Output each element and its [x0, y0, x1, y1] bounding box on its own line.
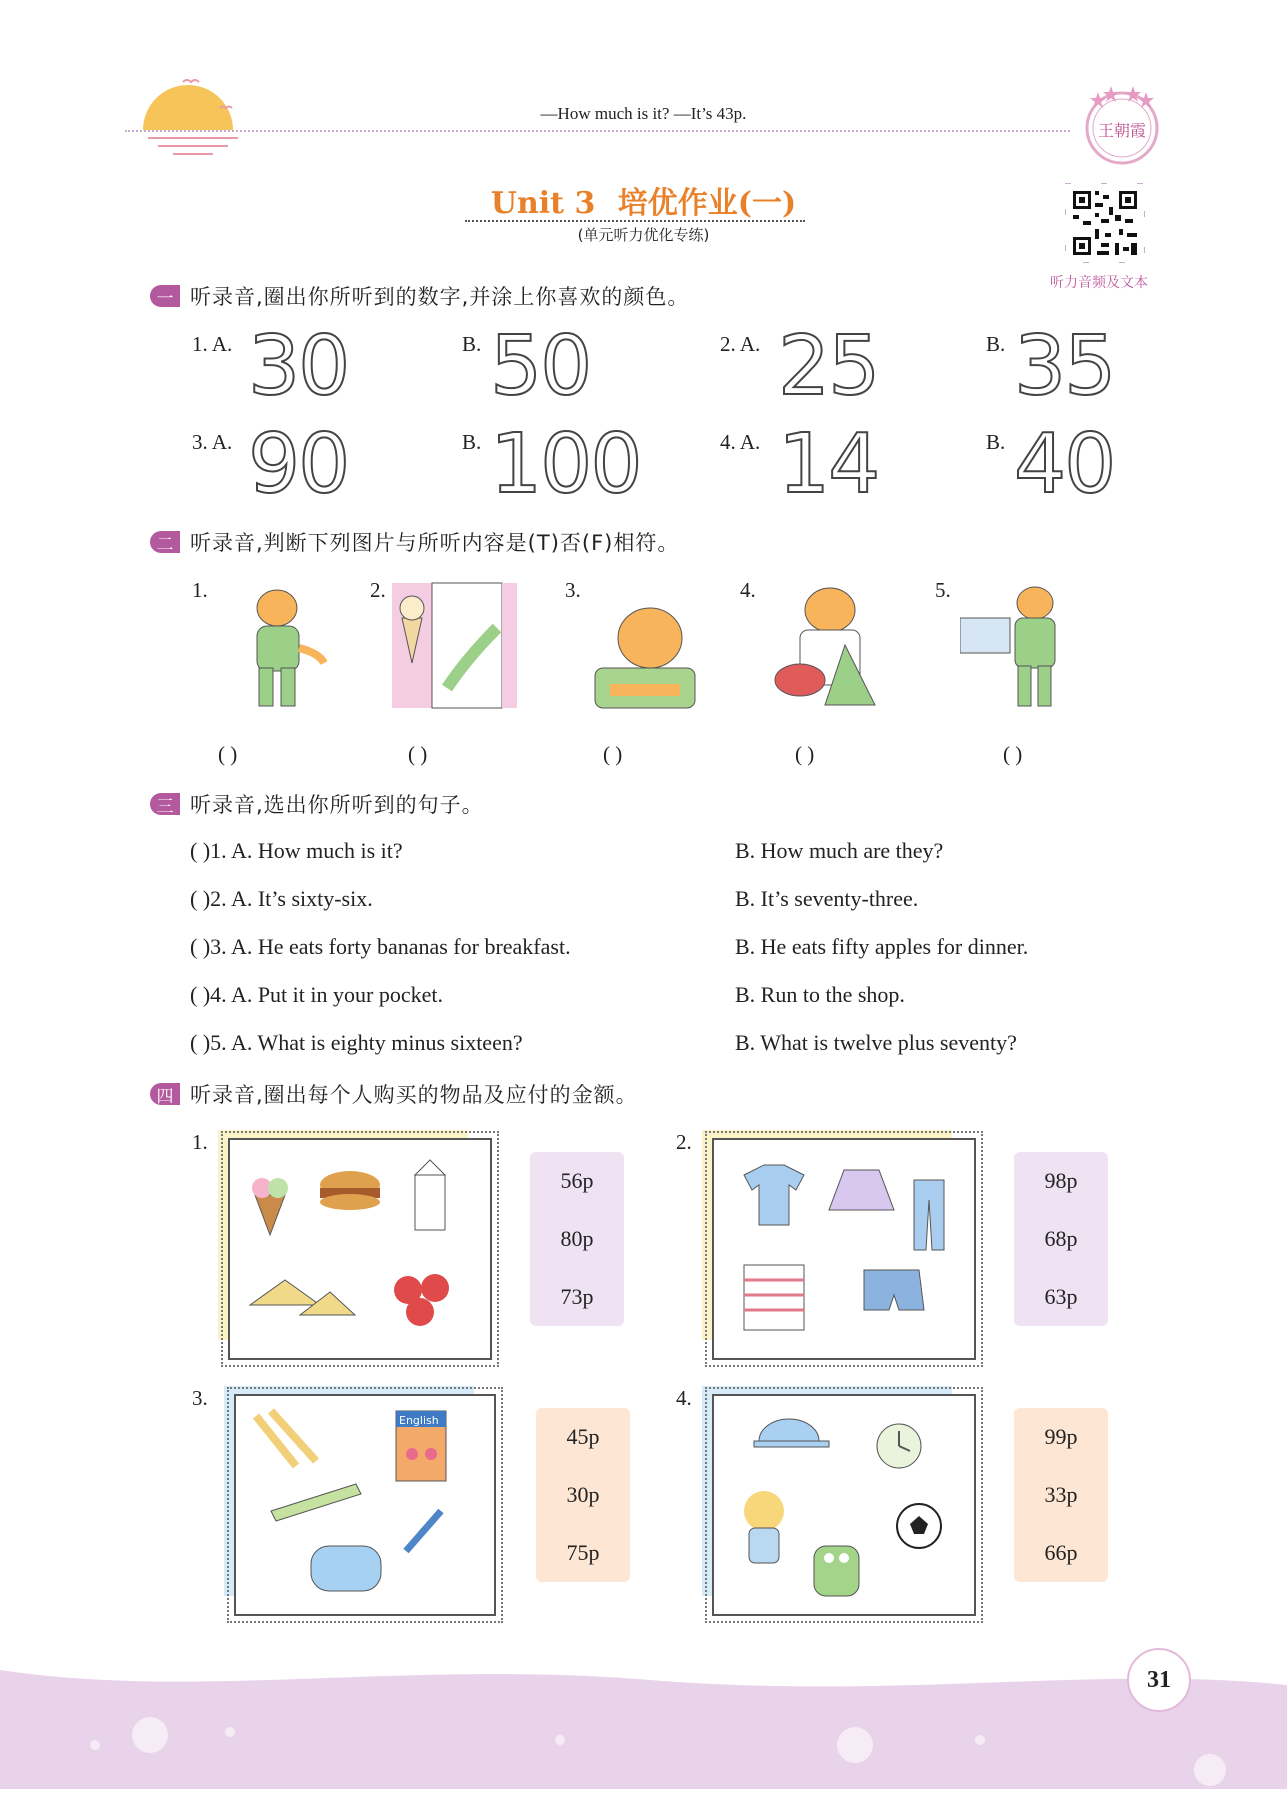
- price-option[interactable]: 80p: [560, 1226, 594, 1251]
- pencils-icon: [256, 1411, 316, 1466]
- s3-option-b[interactable]: B. What is twelve plus seventy?: [735, 1030, 1017, 1055]
- s1-number[interactable]: 25: [778, 319, 879, 414]
- price-option[interactable]: 30p: [566, 1482, 600, 1507]
- unit-label: Unit 3: [490, 186, 596, 221]
- tiger-cooking-picture: [765, 575, 895, 719]
- group3-items-box: [234, 1394, 496, 1616]
- shorts-icon: [864, 1270, 924, 1310]
- footer-wave: [0, 1660, 1287, 1789]
- s1-number[interactable]: 35: [1014, 319, 1115, 414]
- price-option[interactable]: 56p: [560, 1168, 594, 1193]
- pencil-case-icon: [311, 1546, 381, 1591]
- s1-number[interactable]: 14: [778, 417, 879, 512]
- cap-icon: [754, 1419, 829, 1447]
- book-label: English: [399, 1414, 439, 1427]
- ruler-icon: [271, 1484, 361, 1521]
- s1-item-label: 1. A.: [192, 332, 233, 356]
- price-option[interactable]: 98p: [1044, 1168, 1078, 1193]
- s3-option-b[interactable]: B. Run to the shop.: [735, 982, 905, 1007]
- answer-blank[interactable]: ( ): [1003, 742, 1023, 766]
- section2-badge: 二: [150, 531, 180, 553]
- group2-items-box: [712, 1138, 976, 1360]
- header-divider: [125, 130, 1070, 132]
- skirt-icon: [829, 1170, 894, 1210]
- price-option[interactable]: 73p: [560, 1284, 594, 1309]
- tiger-walking-picture: [225, 578, 340, 722]
- qr-label: 听力音频及文本: [1050, 275, 1148, 291]
- s1-item-label: 3. A.: [192, 430, 233, 454]
- ice-cream-door-picture: [392, 578, 522, 722]
- group-number: 2.: [676, 1130, 692, 1154]
- tiger-exercise-picture: [960, 578, 1085, 722]
- brand-logo: [1078, 78, 1166, 170]
- sandwich-icon: [250, 1280, 355, 1315]
- s1-item-label: 2. A.: [720, 332, 761, 356]
- answer-blank[interactable]: ( ): [795, 742, 815, 766]
- section4-instruction: 听录音,圈出每个人购买的物品及应付的金额。: [190, 1083, 638, 1107]
- s1-item-label: B.: [986, 430, 1006, 454]
- header-text: —How much is it? —It’s 43p.: [540, 104, 747, 123]
- apples-icon: [394, 1274, 449, 1326]
- qr-code-icon[interactable]: [1065, 183, 1145, 263]
- hamburger-icon: [320, 1171, 380, 1210]
- picture-number: 1.: [192, 578, 208, 602]
- s3-option-a[interactable]: ( )5. A. What is eighty minus sixteen?: [190, 1030, 523, 1055]
- answer-blank[interactable]: ( ): [603, 742, 623, 766]
- group1-items-box: [228, 1138, 492, 1360]
- s1-item-label: B.: [462, 430, 482, 454]
- picture-number: 2.: [370, 578, 386, 602]
- s1-number[interactable]: 90: [248, 417, 349, 512]
- group1-price-panel: [530, 1152, 624, 1326]
- s1-number[interactable]: 30: [248, 319, 349, 414]
- section4-heading: [150, 1080, 638, 1108]
- group4-items-box: [712, 1394, 976, 1616]
- milk-carton-icon: [415, 1160, 445, 1230]
- s3-option-b[interactable]: B. How much are they?: [735, 838, 944, 863]
- group-number: 4.: [676, 1386, 692, 1410]
- doll-icon: [744, 1491, 784, 1563]
- price-option[interactable]: 33p: [1044, 1482, 1078, 1507]
- logo-text: 王朝霞: [1097, 121, 1146, 140]
- title-underline: [465, 220, 805, 222]
- t-shirt-icon: [744, 1165, 804, 1225]
- price-option[interactable]: 63p: [1044, 1284, 1078, 1309]
- title-name: 培优作业(一): [617, 186, 797, 221]
- price-option[interactable]: 99p: [1044, 1424, 1078, 1449]
- answer-blank[interactable]: ( ): [218, 742, 238, 766]
- page-number: 31: [1127, 1648, 1191, 1712]
- s1-item-label: B.: [462, 332, 482, 356]
- group2-price-panel: [1014, 1152, 1108, 1326]
- s3-option-b[interactable]: B. It’s seventy-three.: [735, 886, 919, 911]
- price-option[interactable]: 75p: [566, 1540, 600, 1565]
- s3-option-b[interactable]: B. He eats fifty apples for dinner.: [735, 934, 1029, 959]
- tiger-thinking-picture: [590, 598, 710, 717]
- s3-option-a[interactable]: ( )2. A. It’s sixty-six.: [190, 886, 373, 911]
- book-icon: [396, 1411, 446, 1481]
- trousers-icon: [914, 1180, 944, 1250]
- group4-price-panel: [1014, 1408, 1108, 1582]
- section1-heading: [150, 282, 689, 310]
- section2-heading: [150, 528, 679, 556]
- backpack-icon: [814, 1546, 859, 1596]
- s1-number[interactable]: 40: [1014, 417, 1115, 512]
- answer-blank[interactable]: ( ): [408, 742, 428, 766]
- ice-cream-icon: [252, 1178, 288, 1235]
- picture-number: 4.: [740, 578, 756, 602]
- s1-item-label: B.: [986, 332, 1006, 356]
- section2-instruction: 听录音,判断下列图片与所听内容是(T)否(F)相符。: [190, 531, 680, 555]
- section1-instruction: 听录音,圈出你所听到的数字,并涂上你喜欢的颜色。: [190, 285, 690, 309]
- section1-badge: 一: [150, 285, 180, 307]
- group-number: 1.: [192, 1130, 208, 1154]
- s1-number[interactable]: 50: [490, 319, 591, 414]
- picture-number: 3.: [565, 578, 581, 602]
- price-option[interactable]: 45p: [566, 1424, 600, 1449]
- group-number: 3.: [192, 1386, 208, 1410]
- price-option[interactable]: 66p: [1044, 1540, 1078, 1565]
- section4-badge: 四: [150, 1083, 180, 1105]
- pen-icon: [406, 1511, 441, 1551]
- s3-option-a[interactable]: ( )3. A. He eats forty bananas for breakfast.: [190, 934, 571, 959]
- football-icon: [897, 1504, 941, 1548]
- alarm-clock-icon: [877, 1424, 921, 1468]
- section3-heading: [150, 790, 484, 818]
- s3-option-a[interactable]: ( )4. A. Put it in your pocket.: [190, 982, 443, 1007]
- s1-number[interactable]: 100: [490, 417, 641, 512]
- s3-option-a[interactable]: ( )1. A. How much is it?: [190, 838, 403, 863]
- price-option[interactable]: 68p: [1044, 1226, 1078, 1251]
- jacket-icon: [744, 1265, 804, 1330]
- section3-instruction: 听录音,选出你所听到的句子。: [190, 793, 484, 817]
- page-subtitle: (单元听力优化专练): [577, 226, 710, 244]
- section3-badge: 三: [150, 793, 180, 815]
- s1-item-label: 4. A.: [720, 430, 761, 454]
- group3-price-panel: [536, 1408, 630, 1582]
- picture-number: 5.: [935, 578, 951, 602]
